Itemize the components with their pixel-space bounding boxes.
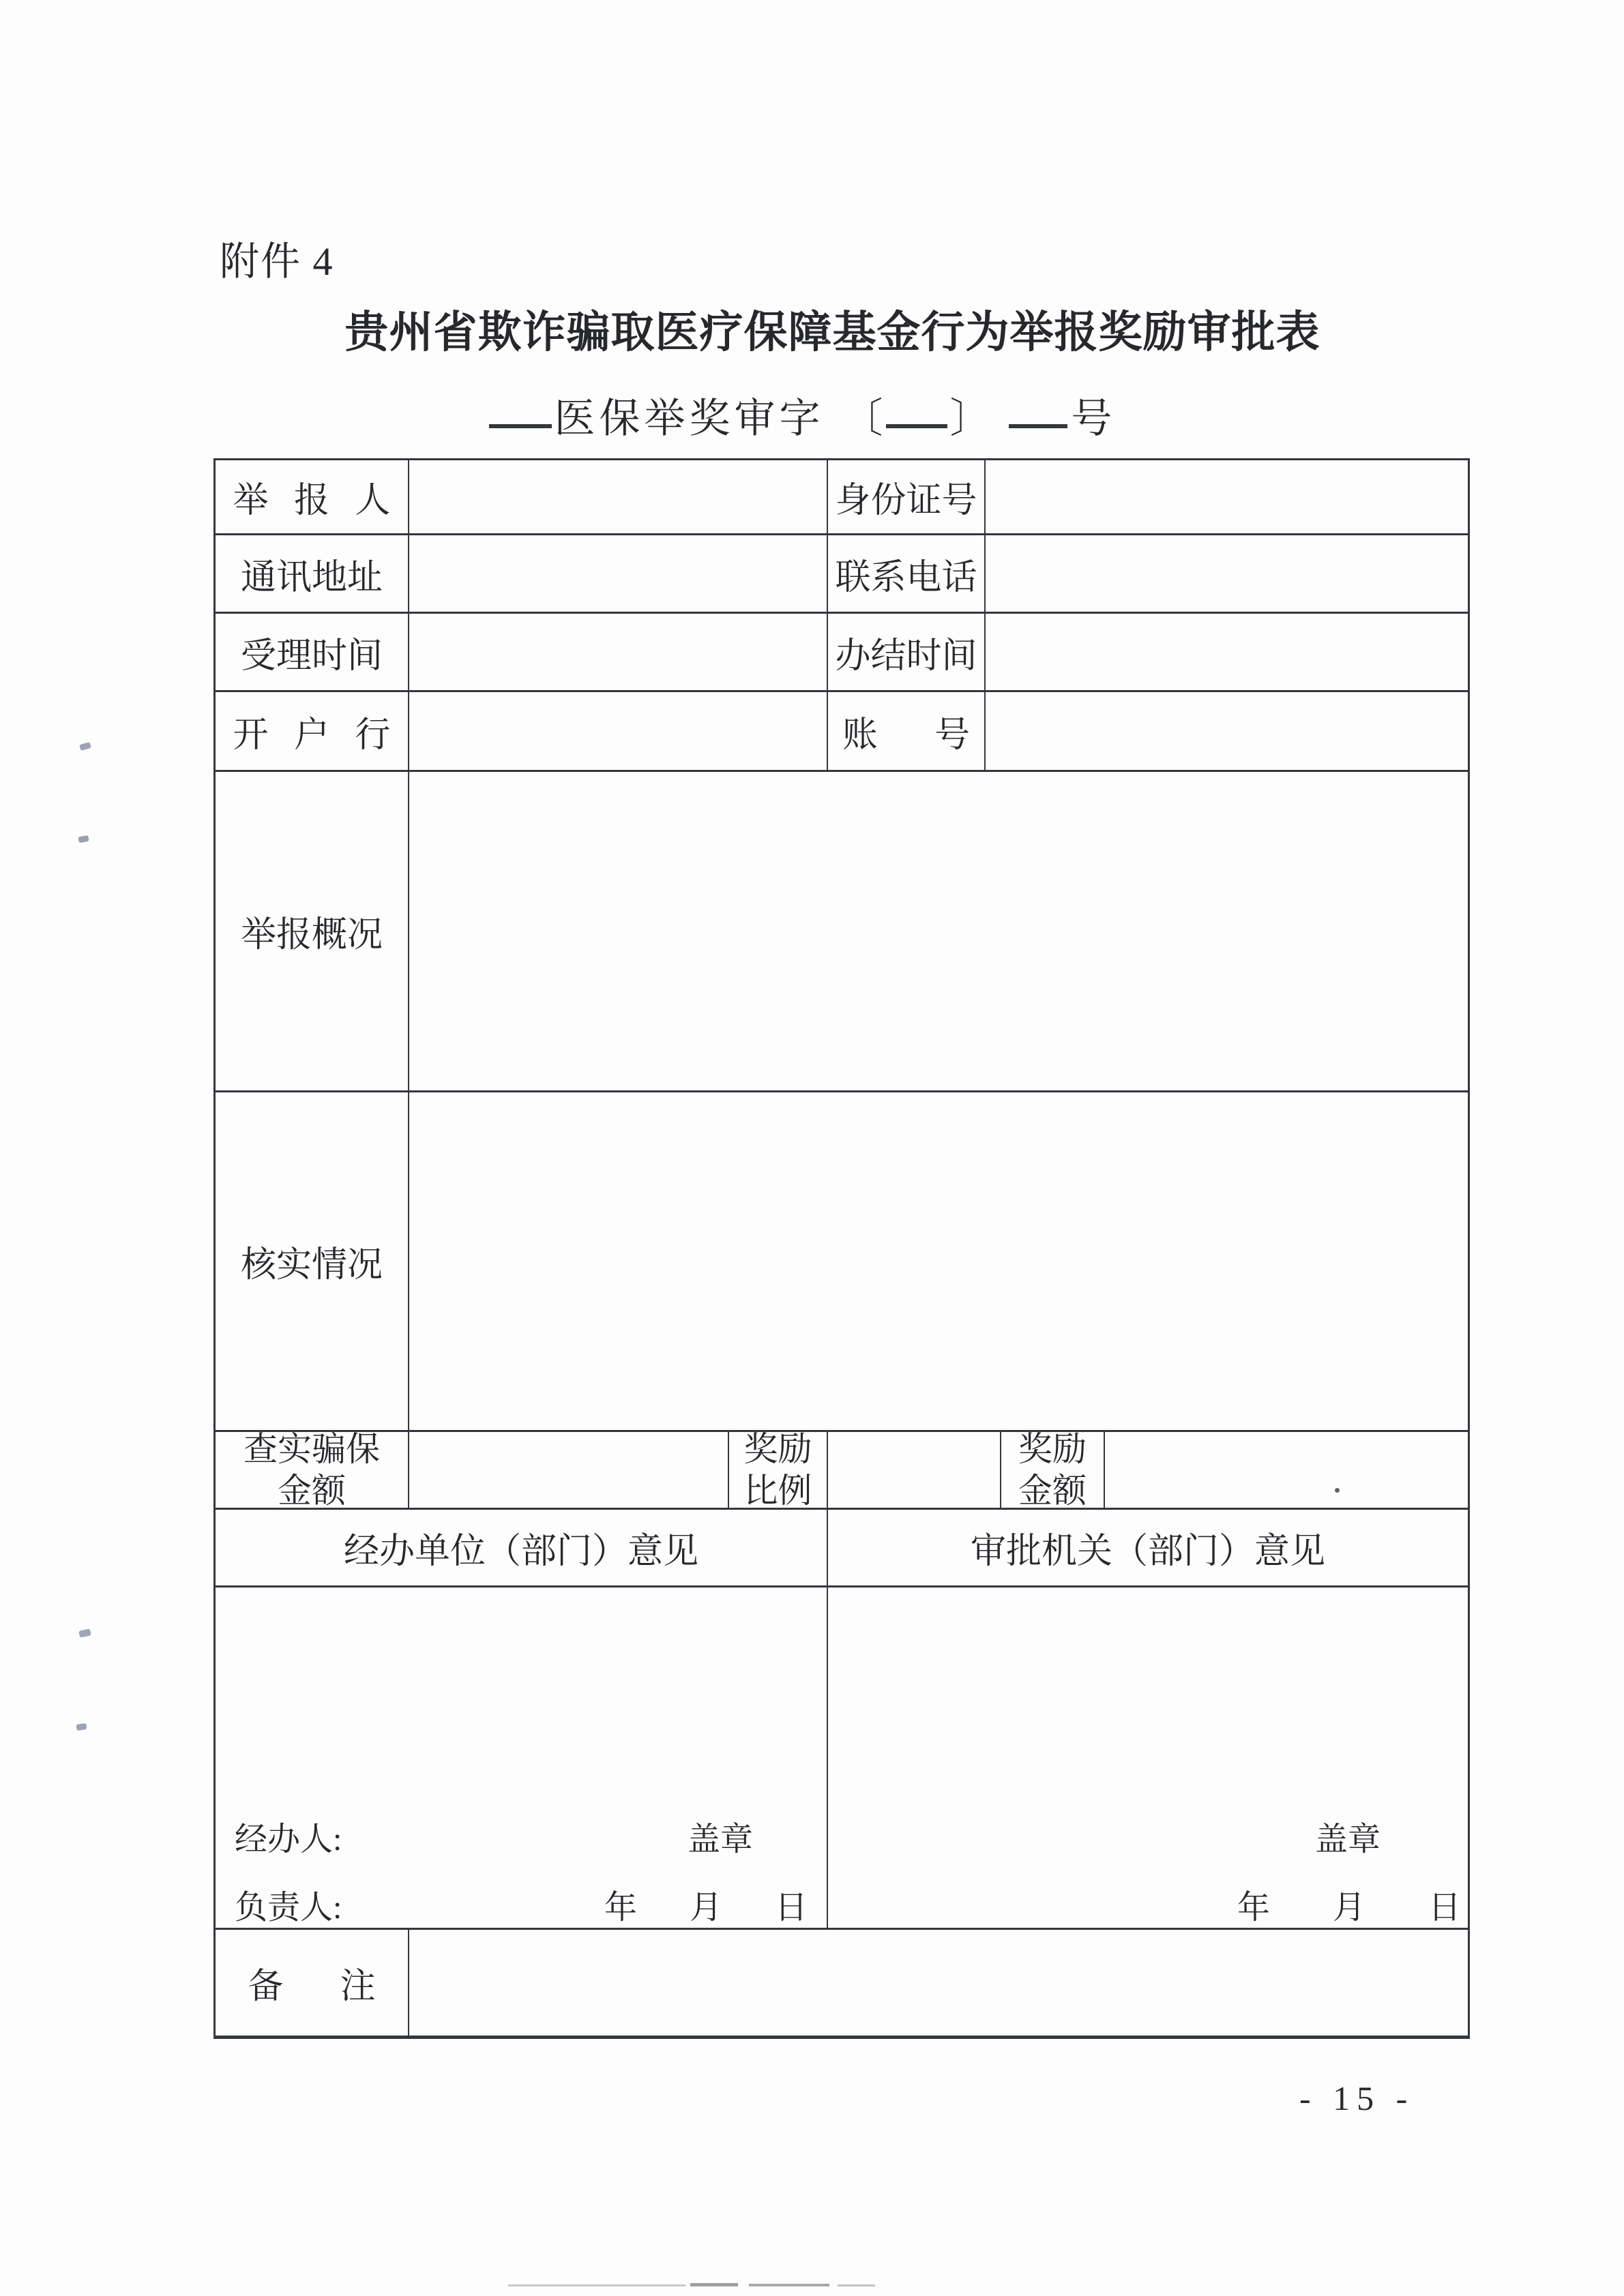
doc-number-year-blank	[886, 419, 947, 428]
verification-label: 核实情况	[216, 1092, 409, 1430]
reward-amount-label-line2: 金额	[1018, 1471, 1087, 1510]
remarks-label	[216, 1930, 432, 2036]
report-summary-value-cell	[409, 772, 1468, 1090]
address-value-cell	[409, 535, 828, 612]
account-label	[828, 692, 1027, 770]
handling-opinion-cell	[216, 1587, 828, 1928]
form-title: 贵州省欺诈骗取医疗保障基金行为举报奖励审批表	[344, 308, 1320, 357]
scan-speck	[78, 1628, 91, 1637]
reporter-label-text: 举报人	[233, 481, 416, 520]
account-label-text: 账号	[842, 715, 1027, 755]
fraud-amount-label	[216, 1429, 409, 1510]
accept-time-value-cell	[409, 614, 828, 690]
reporter-value-cell	[409, 460, 828, 533]
report-summary-label: 举报概况	[216, 772, 409, 1090]
attachment-label: 附件 4	[220, 239, 334, 284]
finish-time-label: 办结时间	[828, 614, 986, 690]
doc-number-suffix: 号	[1071, 396, 1117, 441]
remarks-label-text: 备注	[248, 1967, 432, 2006]
bracket-close: 〕	[949, 396, 991, 441]
doc-number-agency-blank	[489, 419, 552, 428]
table-row	[216, 1092, 1468, 1432]
address-label: 通讯地址	[216, 535, 409, 612]
table-row	[216, 772, 1468, 1092]
table-row	[216, 1587, 1468, 1930]
seal-label-left: 盖章	[688, 1821, 754, 1858]
scan-speck	[78, 835, 89, 843]
verification-value-cell	[409, 1092, 1468, 1430]
bracket-open: 〔	[842, 396, 883, 441]
finish-time-value-cell	[986, 614, 1468, 690]
scan-artifact	[690, 2283, 738, 2286]
date-line-right	[1237, 1881, 1461, 1928]
table-row	[216, 460, 1468, 535]
scan-artifact	[838, 2284, 875, 2286]
year-label: 年	[1237, 1890, 1271, 1926]
fraud-amount-label-line1: 查实骗保	[243, 1429, 380, 1468]
scan-speck	[79, 742, 91, 751]
table-row	[216, 1930, 1468, 2036]
approval-opinion-cell	[828, 1587, 1468, 1928]
doc-number-serial-blank	[1009, 419, 1067, 428]
fraud-amount-label-line2: 金额	[278, 1471, 346, 1510]
seal-label-right: 盖章	[1315, 1821, 1381, 1858]
reporter-label	[216, 460, 416, 533]
fraud-amount-value-cell	[409, 1432, 729, 1508]
table-row	[216, 614, 1468, 692]
day-label: 日	[775, 1890, 808, 1926]
month-label: 月	[1333, 1890, 1366, 1926]
handling-opinion-header: 经办单位（部门）意见	[216, 1510, 828, 1585]
approval-opinion-header: 审批机关（部门）意见	[970, 1532, 1325, 1571]
reward-ratio-label-line2: 比例	[743, 1471, 812, 1510]
reward-amount-label-line1: 奖励	[1018, 1429, 1087, 1468]
table-row	[216, 692, 1468, 772]
page-number: - 15 -	[1299, 2079, 1415, 2117]
date-line-left	[604, 1881, 808, 1928]
table-row	[216, 535, 1468, 614]
scan-artifact	[508, 2284, 685, 2286]
reward-ratio-value-cell	[828, 1432, 1001, 1508]
doc-number-text: 医保举奖审字	[554, 396, 825, 441]
scan-speck	[76, 1723, 87, 1731]
approval-form-table	[213, 458, 1470, 2039]
handler-label: 经办人:	[235, 1821, 342, 1858]
scan-speck	[1335, 1488, 1340, 1493]
supervisor-label: 负责人:	[235, 1890, 342, 1926]
reward-amount-value-cell	[1105, 1432, 1468, 1508]
day-label: 日	[1428, 1890, 1462, 1926]
bank-label	[216, 692, 416, 770]
bank-value-cell	[409, 692, 828, 770]
reward-ratio-label	[729, 1429, 828, 1510]
phone-label: 联系电话	[828, 535, 986, 612]
accept-time-label: 受理时间	[216, 614, 409, 690]
scan-artifact	[749, 2284, 829, 2286]
reward-amount-label	[1001, 1429, 1105, 1510]
table-row	[216, 1510, 1468, 1587]
table-row	[216, 1429, 1468, 1510]
reward-ratio-label-line1: 奖励	[743, 1429, 812, 1468]
doc-number-line	[0, 386, 1614, 445]
phone-value-cell	[986, 535, 1468, 612]
remarks-value-cell	[409, 1930, 1468, 2036]
id-number-label: 身份证号	[828, 460, 986, 533]
account-value-cell	[986, 692, 1468, 770]
bank-label-text: 开户行	[233, 715, 416, 755]
month-label: 月	[690, 1890, 723, 1926]
id-number-value-cell	[986, 460, 1468, 533]
year-label: 年	[604, 1890, 638, 1926]
